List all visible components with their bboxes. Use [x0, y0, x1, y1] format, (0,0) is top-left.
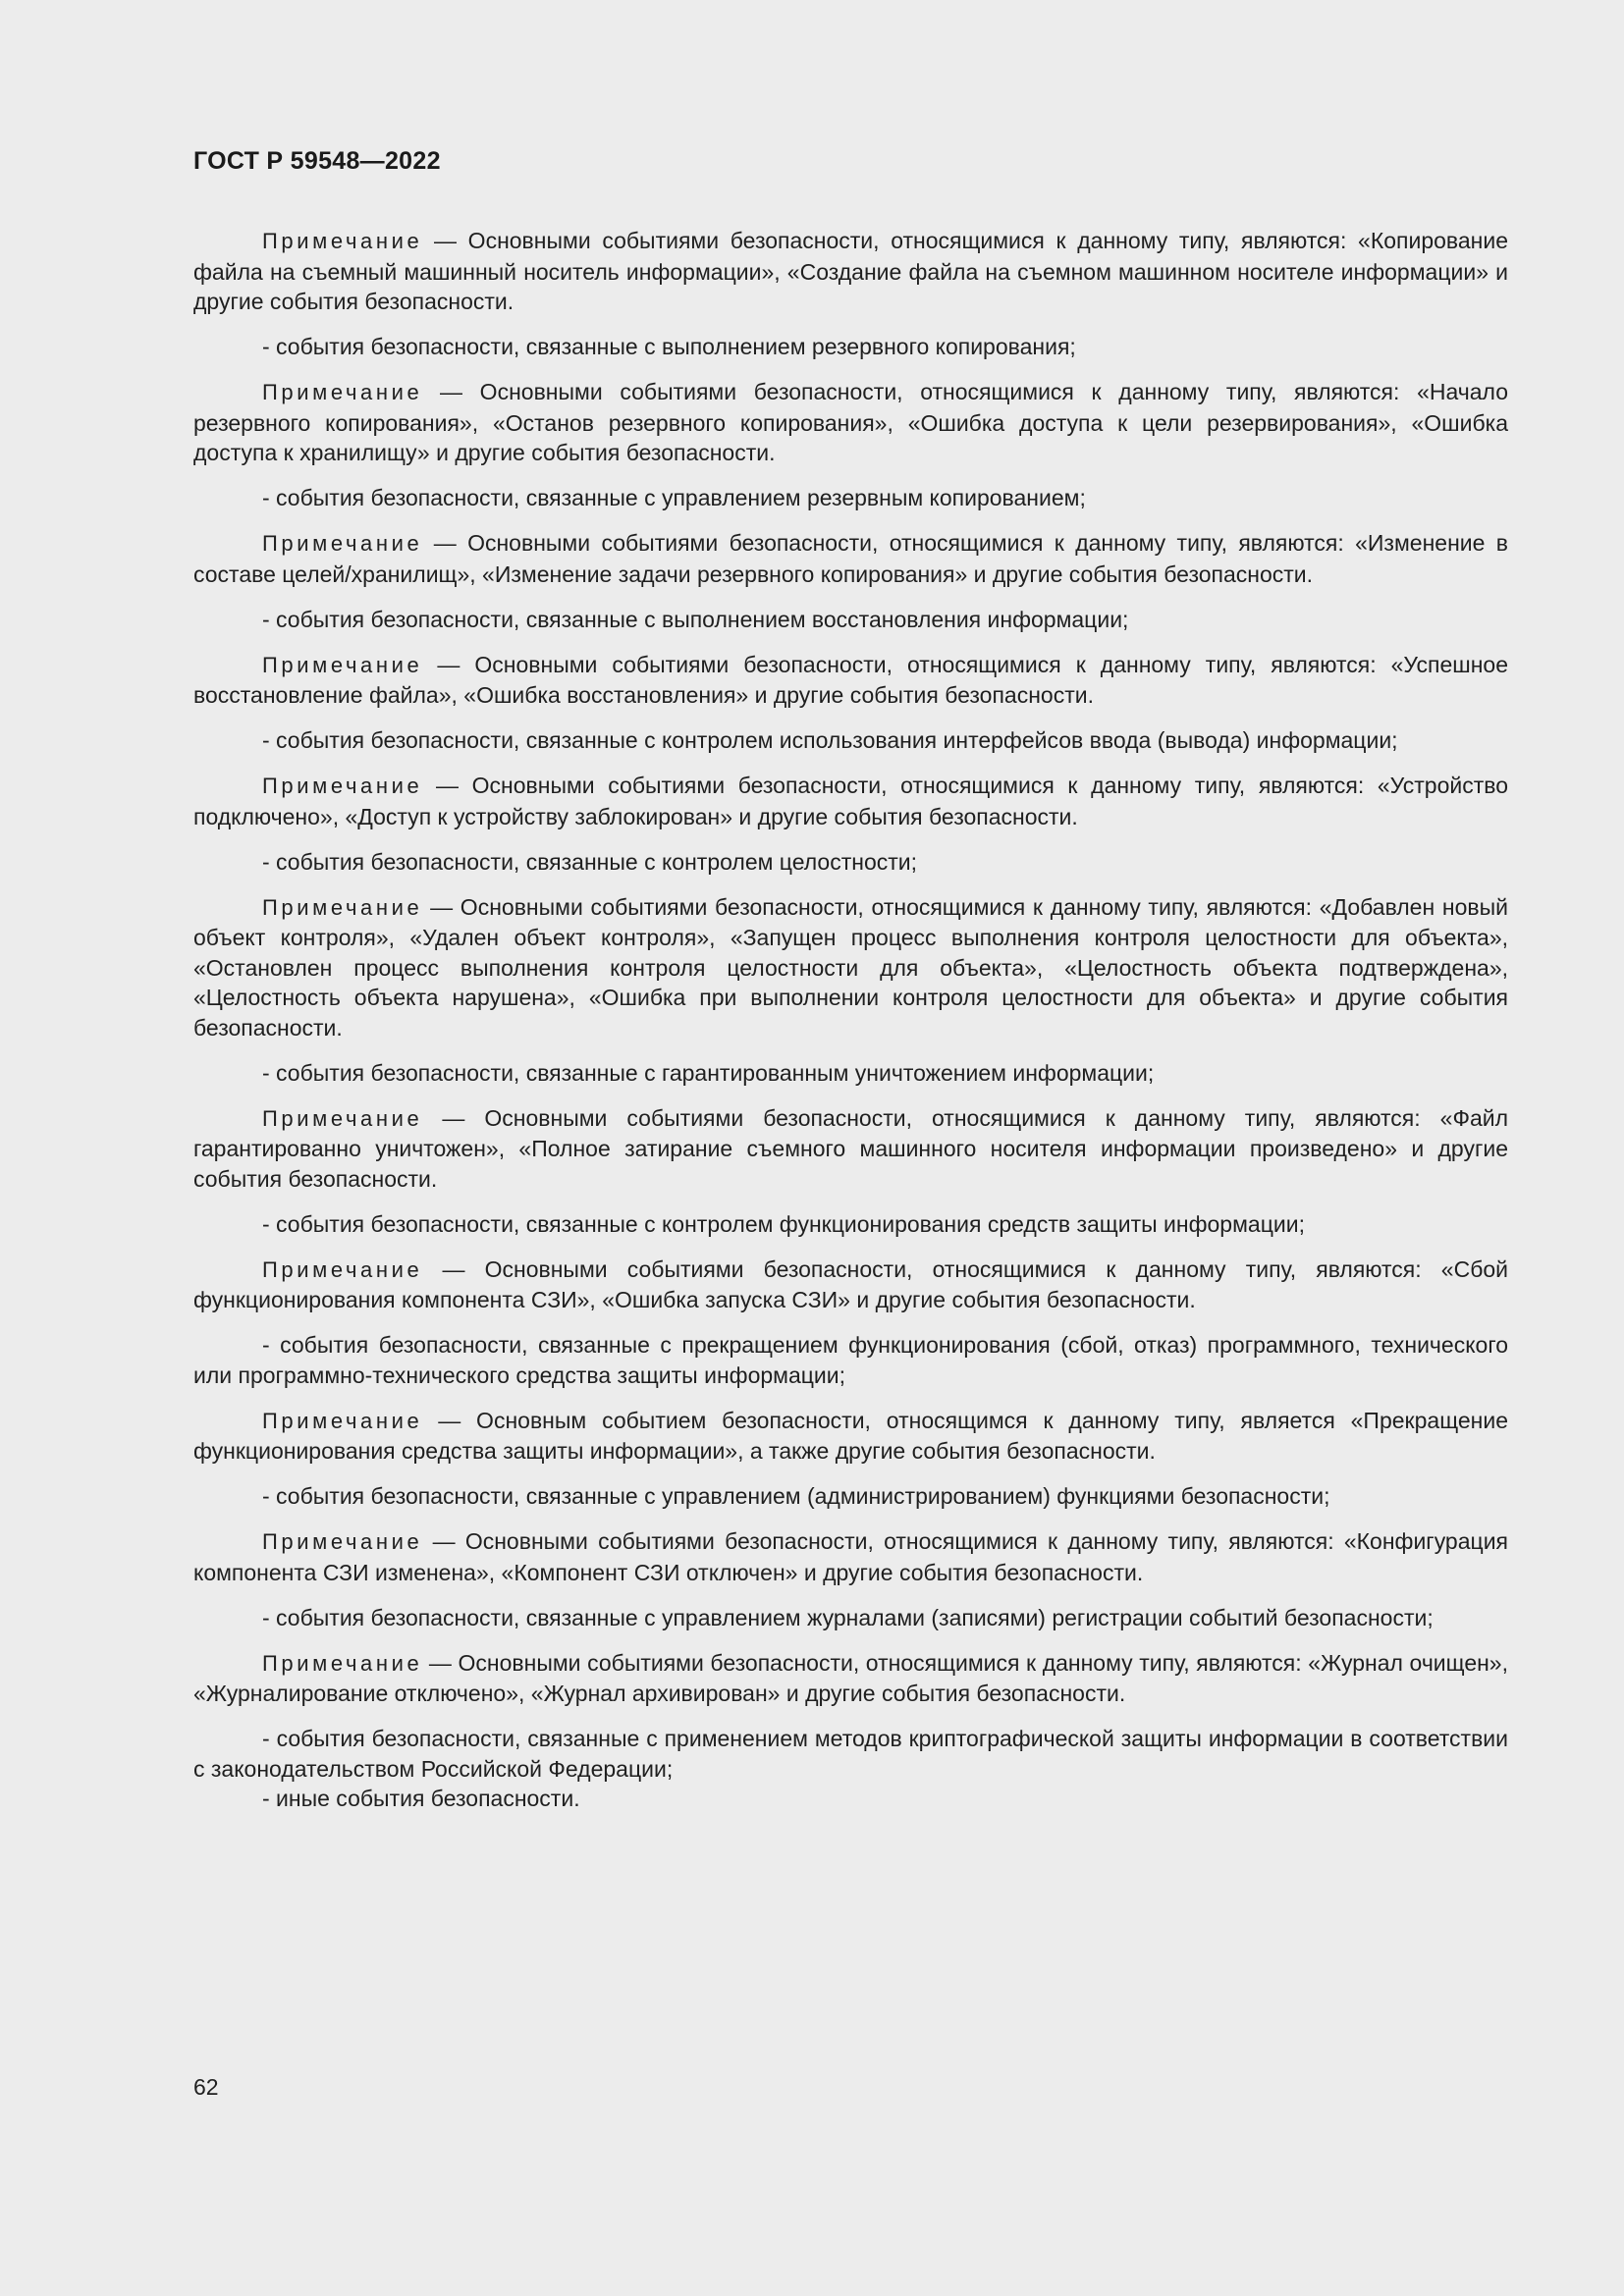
- list-item: - события безопасности, связанные с управлением резервным копированием;: [262, 485, 1086, 510]
- list-item: - события безопасности, связанные с прекращением функционирования (сбой, отказ) программного, технического или программно-технического средства защиты информации;: [193, 1332, 1508, 1388]
- note-paragraph: [193, 771, 1508, 831]
- note-label: Примечание: [262, 1529, 423, 1554]
- note-paragraph: [193, 892, 1508, 1043]
- note-label: Примечание: [262, 229, 423, 253]
- list-item: - события безопасности, связанные с гарантированным уничтожением информации;: [262, 1059, 1155, 1086]
- note-text: — Основными событиями безопасности, относящимися к данному типу, являются: «Устройство подключено», «Доступ к устройству заблокирован» и другие события безопасности.: [193, 773, 1508, 829]
- list-item: - события безопасности, связанные с контролем функционирования средств защиты информации;: [262, 1210, 1305, 1237]
- note-paragraph: [193, 1526, 1508, 1587]
- note-paragraph: [193, 377, 1508, 468]
- note-text: — Основными событиями безопасности, относящимися к данному типу, являются: «Успешное восстановление файла», «Ошибка восстановления» и другие события безопасности.: [193, 651, 1508, 708]
- note-label: Примечание: [262, 531, 423, 556]
- note-text: — Основными событиями безопасности, относящимися к данному типу, являются: «Копирование файла на съемный машинный носитель информации», «Создание файла на съемном машинном носителе информации» и другие события безопасности.: [193, 228, 1508, 314]
- note-text: — Основными событиями безопасности, относящимися к данному типу, являются: «Сбой функционирования компонента СЗИ», «Ошибка запуска СЗИ» и другие события безопасности.: [193, 1255, 1508, 1312]
- note-text: — Основными событиями безопасности, относящимися к данному типу, являются: «Файл гарантированно уничтожен», «Полное затирание съемного машинного носителя информации произведено» и другие события безопасности.: [193, 1104, 1508, 1192]
- note-text: — Основным событием безопасности, относящимся к данному типу, является «Прекращение функционирования средства защиты информации», а также другие события безопасности.: [193, 1407, 1508, 1464]
- note-label: Примечание: [262, 1408, 423, 1433]
- note-text: — Основными событиями безопасности, относящимися к данному типу, являются: «Изменение в составе целей/хранилищ», «Изменение задачи резервного копирования» и другие события безопасности.: [193, 530, 1508, 587]
- note-paragraph: [193, 650, 1508, 711]
- list-item: - события безопасности, связанные с управлением журналами (записями) регистрации событий безопасности;: [262, 1604, 1434, 1630]
- note-label: Примечание: [262, 1650, 423, 1676]
- note-text: — Основными событиями безопасности, относящимися к данному типу, являются: «Начало резервного копирования», «Останов резервного копирования», «Ошибка доступа к цели резервирования», «Ошибка доступа к хранилищу» и другие события безопасности.: [193, 379, 1508, 465]
- document-body: [193, 226, 1508, 1829]
- note-label: Примечание: [262, 774, 423, 798]
- note-text: — Основными событиями безопасности, относящимися к данному типу, являются: «Журнал очищен», «Журналирование отключено», «Журнал архивирован» и другие события безопасности.: [193, 1649, 1508, 1706]
- list-item: - события безопасности, связанные с контролем целостности;: [262, 848, 918, 875]
- list-item: - события безопасности, связанные с выполнением резервного копирования;: [262, 334, 1076, 359]
- note-text: — Основными событиями безопасности, относящимися к данному типу, являются: «Конфигурация компонента СЗИ изменена», «Компонент СЗИ отключен» и другие события безопасности.: [193, 1528, 1508, 1585]
- note-label: Примечание: [262, 380, 423, 404]
- note-label: Примечание: [262, 1256, 423, 1282]
- page-number: 62: [193, 2074, 219, 2100]
- list-item: - иные события безопасности.: [262, 1786, 580, 1811]
- list-item: - события безопасности, связанные с управлением (администрированием) функциями безопасности;: [262, 1483, 1330, 1509]
- note-label: Примечание: [262, 1105, 423, 1131]
- note-paragraph: [193, 1255, 1508, 1315]
- list-item: - события безопасности, связанные с выполнением восстановления информации;: [262, 606, 1129, 632]
- note-paragraph: [193, 226, 1508, 317]
- note-paragraph: [193, 1103, 1508, 1195]
- note-label: Примечание: [262, 894, 423, 920]
- list-item: - события безопасности, связанные с контролем использования интерфейсов ввода (вывода) информации;: [262, 727, 1398, 753]
- note-paragraph: [193, 528, 1508, 589]
- list-item: - события безопасности, связанные с применением методов криптографической защиты информации в соответствии с законодательством Российской Федерации;: [193, 1726, 1508, 1782]
- note-paragraph: [193, 1648, 1508, 1709]
- note-paragraph: [193, 1406, 1508, 1467]
- document-header: ГОСТ Р 59548—2022: [193, 147, 441, 175]
- note-text: — Основными событиями безопасности, относящимися к данному типу, являются: «Добавлен новый объект контроля», «Удален объект контроля», «Запущен процесс выполнения контроля целостности для объекта», «Остановлен процесс выполнения контроля целостности для объекта», «Целостность объекта подтверждена», «Целостность объекта нарушена», «Ошибка при выполнении контроля целостности для объекта» и другие события безопасности.: [193, 893, 1508, 1041]
- note-label: Примечание: [262, 652, 423, 677]
